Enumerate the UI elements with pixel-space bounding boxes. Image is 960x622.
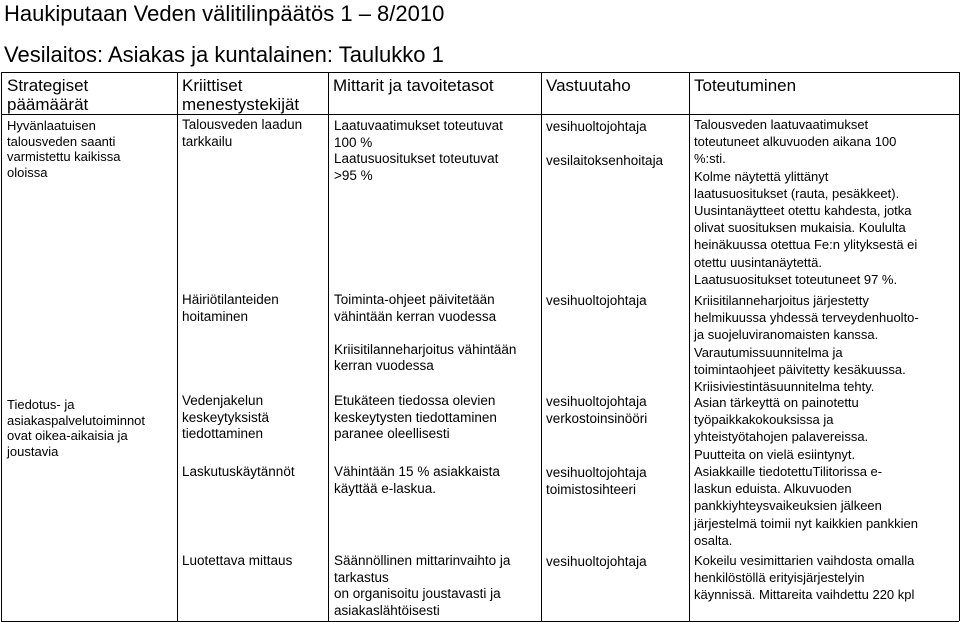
cell-line: vesihuoltojohtaja xyxy=(546,394,647,409)
cell-line: Kriisitilanneharjoitus vähintään xyxy=(334,341,517,357)
cell-line: henkilöstöllä erityisjärjestelyin xyxy=(694,570,865,586)
cell-line: Vähintään 15 % asiakkaista xyxy=(334,464,500,479)
cell-line: helmikuussa yhdessä terveydenhuolto- xyxy=(694,310,919,326)
cell-line: työpaikkakokouksissa ja xyxy=(694,412,834,428)
responsible-cell xyxy=(546,464,647,498)
cell-line: Tiedotus- ja xyxy=(7,397,75,412)
cell-line: Varautumissuunnitelma ja xyxy=(694,344,843,360)
cell-line: Laatuvaatimukset toteutuvat xyxy=(334,118,503,133)
cell-line: Mittarit ja tavoitetasot xyxy=(333,76,494,95)
cell-line: Luotettava mittaus xyxy=(182,553,293,568)
column-header xyxy=(182,76,299,114)
cell-line: Talousveden laadun xyxy=(182,117,303,132)
cell-line xyxy=(334,325,516,342)
metric-cell xyxy=(334,464,500,497)
cell-line: tarkastus xyxy=(334,569,389,585)
column-divider xyxy=(328,72,329,621)
cell-line: talousveden saanti xyxy=(7,133,116,149)
realization-cell xyxy=(694,292,919,395)
cell-line: asiakaspalvelutoiminnot xyxy=(7,412,146,428)
column-header xyxy=(333,76,494,95)
cell-line: Kriittiset xyxy=(182,76,243,95)
cell-line: laskun eduista. Alkuvuoden xyxy=(694,481,852,497)
realization-cell xyxy=(694,116,917,288)
cell-line: keskeytyksistä xyxy=(182,409,270,425)
cell-line: vesihuoltojohtaja xyxy=(546,554,647,569)
cell-line: on organisoitu joustavasti ja xyxy=(334,586,501,601)
responsible-cell xyxy=(546,118,663,169)
factor-cell xyxy=(182,464,295,481)
cell-line: Kokeilu vesimittarien vaihdosta omalla xyxy=(694,553,915,568)
cell-line: Kolme näytettä ylittänyt xyxy=(694,168,829,184)
cell-line: keskeytysten tiedottaminen xyxy=(334,409,497,425)
factor-cell xyxy=(182,553,292,570)
cell-line: otettu uusintanäytettä. xyxy=(694,254,822,270)
cell-line: Hyvänlaatuisen xyxy=(7,118,96,133)
cell-line: Asian tärkeyttä on painotettu xyxy=(694,395,859,410)
column-header xyxy=(546,76,631,95)
cell-line: asiakaslähtöisesti xyxy=(334,602,440,618)
cell-line: heinäkuussa otettua Fe:n ylityksestä ei xyxy=(694,237,918,253)
cell-line: Kriisitilanneharjoitus järjestetty xyxy=(694,293,869,308)
metric-cell xyxy=(334,553,510,619)
cell-line: verkostoinsinööri xyxy=(546,411,648,426)
cell-line: Laskutuskäytännöt xyxy=(182,464,295,479)
cell-line: Toiminta-ohjeet päivitetään xyxy=(334,292,495,307)
column-header xyxy=(7,76,88,114)
cell-line: hoitaminen xyxy=(182,308,249,324)
column-divider xyxy=(689,72,690,621)
factor-cell xyxy=(182,117,302,150)
cell-line: %:sti. xyxy=(694,151,726,167)
cell-line: >95 % xyxy=(334,167,373,183)
cell-line: Uusintanäytteet otettu kahdesta, jotka xyxy=(694,203,912,219)
cell-line: toimintaohjeet päivitetty kesäkuussa. xyxy=(694,361,906,377)
cell-line: olivat suosituksen mukaisia. Koululta xyxy=(694,220,906,236)
factor-cell xyxy=(182,292,279,325)
cell-line: tarkkailu xyxy=(182,133,233,149)
responsible-cell xyxy=(546,292,647,309)
cell-line: toimistosihteeri xyxy=(546,482,637,497)
cell-line: varmistettu kaikissa xyxy=(7,149,121,164)
cell-line: oloissa xyxy=(7,164,48,180)
cell-line: tiedottaminen xyxy=(182,426,264,441)
cell-line: Vastuutaho xyxy=(546,76,631,95)
cell-line: päämäärät xyxy=(7,95,89,114)
cell-line: menestystekijät xyxy=(182,95,300,114)
cell-line: toteutuneet alkuvuoden aikana 100 xyxy=(694,134,897,150)
responsible-cell xyxy=(546,393,647,427)
cell-line: vesilaitoksenhoitaja xyxy=(546,153,664,168)
goal-cell xyxy=(7,118,120,180)
cell-line: Puutteita on vielä esiintynyt. xyxy=(694,446,856,462)
cell-line: yhteistyötahojen palavereissa. xyxy=(694,429,869,445)
cell-line: vesihuoltojohtaja xyxy=(546,293,647,308)
realization-cell xyxy=(694,394,868,463)
cell-line: Strategiset xyxy=(7,76,89,95)
cell-line: kerran vuodessa xyxy=(334,358,434,373)
header-bottom-border xyxy=(1,114,959,115)
cell-line: Etukäteen tiedossa olevien xyxy=(334,393,496,408)
cell-line: laatusuositukset (rauta, pesäkkeet). xyxy=(694,185,900,201)
metric-cell xyxy=(334,118,503,184)
responsible-cell xyxy=(546,553,647,570)
cell-line: joustavia xyxy=(7,443,59,459)
cell-line: ovat oikea-aikaisia ja xyxy=(7,428,128,443)
cell-line: Toteutuminen xyxy=(694,76,797,95)
cell-line: Vedenjakelun xyxy=(182,393,264,408)
cell-line: pankkiyhteysvaikeuksien jälkeen xyxy=(694,498,882,514)
page-subtitle: Vesilaitos: Asiakas ja kuntalainen: Taulukko 1 xyxy=(4,42,444,67)
cell-line: Asiakkaille tiedotettuTilitorissa e- xyxy=(694,464,883,479)
realization-cell xyxy=(694,552,914,604)
cell-line: vesihuoltojohtaja xyxy=(546,465,647,480)
realization-cell xyxy=(694,463,918,549)
cell-line: käyttää e-laskua. xyxy=(334,480,437,496)
cell-line: käynnissä. Mittareita vaihdettu 220 kpl xyxy=(694,587,915,603)
page-title: Haukiputaan Veden välitilinpäätös 1 – 8/2010 xyxy=(4,1,445,26)
cell-line: Häiriötilanteiden xyxy=(182,292,279,307)
cell-line: ja suojeluviranomaisten kanssa. xyxy=(694,327,879,343)
cell-line: 100 % xyxy=(334,134,373,150)
metric-cell xyxy=(334,292,516,375)
cell-line xyxy=(546,135,663,152)
column-divider xyxy=(1,72,2,621)
cell-line: Laatusuositukset toteutuneet 97 %. xyxy=(694,271,898,287)
column-divider xyxy=(541,72,542,621)
table-top-border xyxy=(1,72,959,73)
cell-line: osalta. xyxy=(694,532,733,548)
metric-cell xyxy=(334,393,497,443)
column-header xyxy=(694,76,796,95)
cell-line: vesihuoltojohtaja xyxy=(546,119,647,134)
cell-line: Kriisiviestintäsuunnitelma tehty. xyxy=(694,379,875,395)
cell-line: järjestelmä toimii nyt kaikkien pankkien xyxy=(694,515,918,531)
factor-cell xyxy=(182,393,269,443)
cell-line: Talousveden laatuvaatimukset xyxy=(694,117,869,132)
cell-line: paranee oleellisesti xyxy=(334,426,450,441)
cell-line: Laatusuositukset toteutuvat xyxy=(334,151,499,166)
goal-cell xyxy=(7,397,145,459)
cell-line: vähintään kerran vuodessa xyxy=(334,308,497,324)
cell-line: Säännöllinen mittarinvaihto ja xyxy=(334,553,511,568)
column-divider xyxy=(177,72,178,621)
